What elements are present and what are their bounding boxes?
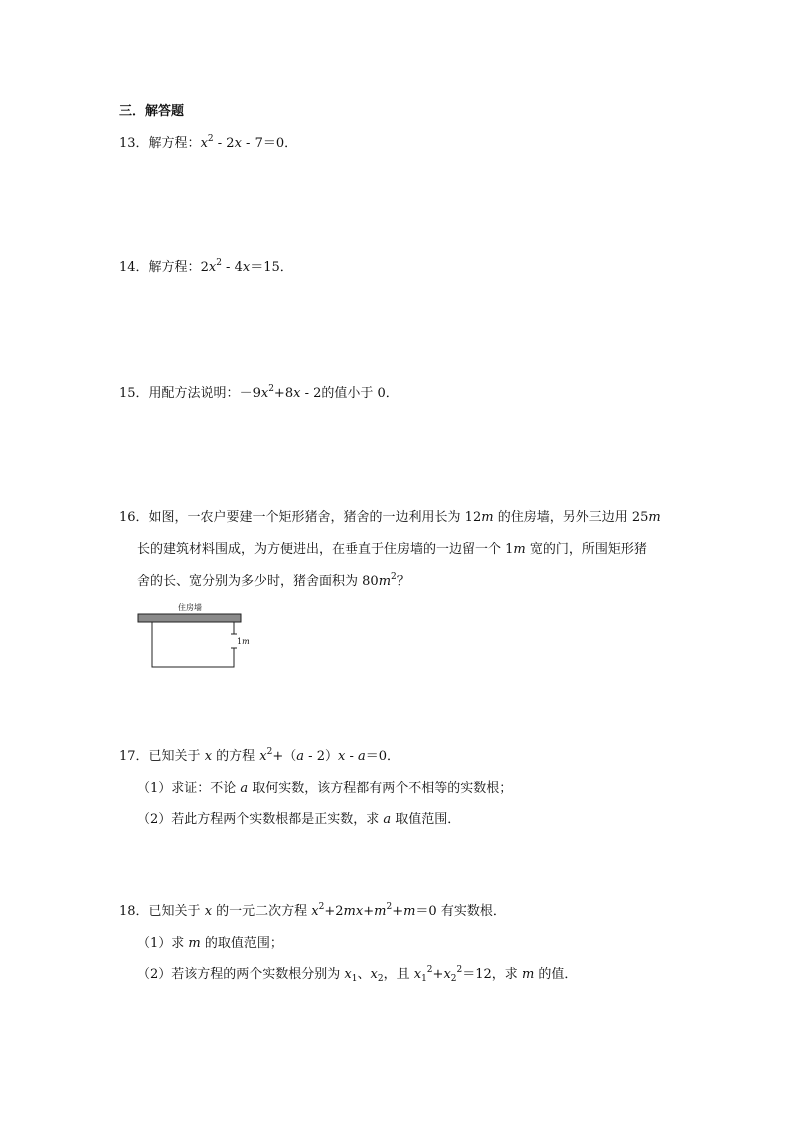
- text-part: 的方程: [212, 749, 260, 764]
- exponent: 2: [266, 747, 273, 757]
- door-width-label: [237, 637, 250, 646]
- door-width-unit: m: [242, 637, 250, 646]
- exponent: 2: [268, 384, 274, 394]
- question-18-part-1: [137, 935, 283, 953]
- exponent: 2: [318, 902, 325, 912]
- expr-part: 2: [200, 260, 209, 275]
- expr-part: - 7＝0．: [241, 136, 298, 151]
- question-number: 13．: [119, 136, 149, 151]
- var: x: [370, 967, 378, 982]
- exponent: 2: [426, 965, 433, 975]
- question-14: [119, 259, 293, 277]
- expr-part: - 2: [300, 386, 322, 401]
- text-part: ＝12，求: [462, 967, 522, 982]
- subscript: 1: [351, 974, 358, 984]
- question-text: 用配方法说明：: [148, 386, 240, 401]
- question-number: 14．: [119, 260, 149, 275]
- text-part: （2）若该方程的两个实数根分别为: [137, 967, 345, 982]
- subscript: 2: [377, 974, 384, 984]
- var: mx: [343, 904, 364, 919]
- exponent: 2: [207, 134, 214, 144]
- expr-part: +8: [273, 386, 294, 401]
- question-16-line-2: [137, 541, 647, 559]
- exponent: 2: [391, 572, 397, 582]
- text-part: 已知关于: [148, 904, 205, 919]
- var: x: [208, 260, 217, 275]
- door-width-number: 1: [237, 637, 243, 646]
- expr-part: - 2: [213, 136, 235, 151]
- var: x: [337, 749, 346, 764]
- unit: m: [513, 542, 526, 557]
- var: x: [413, 967, 422, 982]
- text-part: +（: [272, 749, 297, 764]
- question-18-part-2: [137, 966, 577, 984]
- exponent: 2: [216, 258, 222, 268]
- text-part: 的一元二次方程: [212, 904, 312, 919]
- text-part: 已知关于: [148, 749, 205, 764]
- question-number: 16．: [119, 510, 149, 525]
- question-15: [119, 385, 399, 403]
- text-part: +2: [324, 904, 344, 919]
- text-part: +: [363, 904, 375, 919]
- var: x: [259, 749, 267, 764]
- text-part: ＝0 有实数根．: [415, 904, 506, 919]
- var: x: [311, 904, 319, 919]
- question-number: 18．: [119, 904, 149, 919]
- exponent: 2: [386, 902, 393, 912]
- text-part: 如图，一农户要建一个矩形猪舍，猪舍的一边利用长为 12: [148, 510, 482, 525]
- question-16-line-3: [137, 573, 410, 591]
- var: a: [383, 812, 392, 827]
- var: m: [188, 936, 201, 951]
- var: a: [358, 749, 366, 764]
- section-title: 三．解答题: [119, 104, 185, 119]
- var: a: [296, 749, 305, 764]
- question-17: [119, 748, 400, 766]
- var: m: [403, 904, 416, 919]
- text-part: +: [432, 967, 444, 982]
- text-part: +: [392, 904, 404, 919]
- exponent: 2: [456, 965, 463, 975]
- var: x: [443, 967, 451, 982]
- text-part: 舍的长、宽分别为多少时，猪舍面积为 80: [137, 574, 379, 589]
- var: a: [240, 781, 249, 796]
- text-part: 的住房墙，另外三边用 25: [493, 510, 649, 525]
- var: x: [293, 386, 301, 401]
- wall-label: 住房墙: [178, 603, 202, 612]
- expr-part: －9: [239, 386, 261, 401]
- subscript: 2: [450, 974, 457, 984]
- text-part: 的取值范围；: [200, 936, 283, 951]
- var: x: [260, 386, 269, 401]
- var: x: [204, 749, 213, 764]
- fence: [152, 622, 234, 667]
- expr-part: 的值小于 0．: [321, 386, 399, 401]
- text-part: （1）求: [137, 936, 189, 951]
- var: x: [200, 136, 208, 151]
- unit: m: [648, 510, 661, 525]
- text-part: ，且: [383, 967, 414, 982]
- question-18: [119, 903, 506, 921]
- unit: m: [378, 574, 392, 589]
- question-13: [119, 135, 297, 153]
- var: x: [344, 967, 352, 982]
- expr-part: ＝15．: [250, 260, 293, 275]
- text-part: ？: [396, 574, 410, 589]
- house-wall: [138, 614, 241, 622]
- var: x: [242, 260, 251, 275]
- question-17-part-1: [137, 780, 512, 798]
- var: m: [374, 904, 387, 919]
- question-number: 17．: [119, 749, 149, 764]
- unit: m: [481, 510, 494, 525]
- text-part: （1）求证：不论: [137, 781, 241, 796]
- text-part: -: [345, 749, 358, 764]
- expr-part: - 4: [221, 260, 243, 275]
- subscript: 1: [421, 974, 427, 984]
- text-part: 宽的门，所围矩形猪: [525, 542, 647, 557]
- var: m: [521, 967, 535, 982]
- var: x: [204, 904, 213, 919]
- text-part: - 2）: [304, 749, 338, 764]
- var: x: [234, 136, 242, 151]
- text-part: 取何实数，该方程都有两个不相等的实数根；: [248, 781, 513, 796]
- question-text: 解方程：: [148, 260, 201, 275]
- question-17-part-2: [137, 811, 460, 829]
- pigsty-diagram: [137, 600, 250, 675]
- question-16-line-1: [119, 509, 661, 527]
- question-text: 解方程：: [148, 136, 201, 151]
- text-part: 长的建筑材料围成，为方便进出，在垂直于住房墙的一边留一个 1: [137, 542, 514, 557]
- text-part: 取值范围．: [391, 812, 461, 827]
- text-part: 的值．: [534, 967, 578, 982]
- text-part: （2）若此方程两个实数根都是正实数，求: [137, 812, 384, 827]
- text-part: ＝0．: [365, 749, 401, 764]
- question-number: 15．: [119, 386, 149, 401]
- text-part: 、: [357, 967, 371, 982]
